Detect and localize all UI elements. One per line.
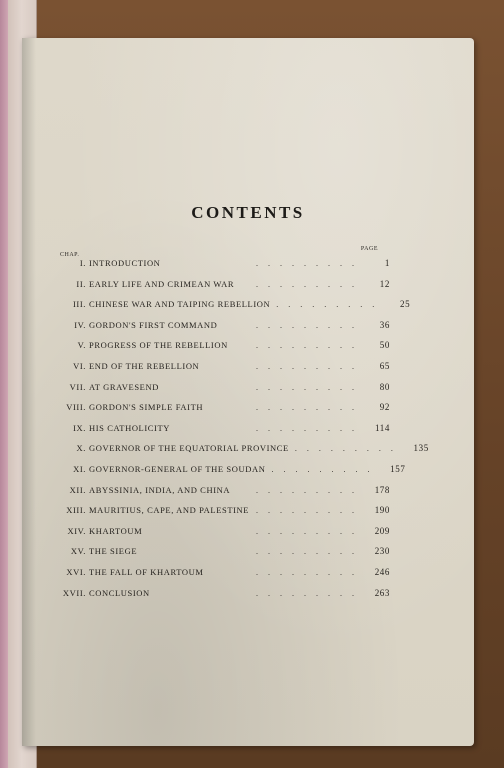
dot-leader: ......... (256, 341, 364, 351)
toc-entry (40, 361, 390, 382)
chapter-title: MAURITIUS, CAPE, AND PALESTINE (89, 505, 250, 516)
chapter-number: XVI. (66, 566, 86, 577)
page-column-label: PAGE (360, 246, 378, 252)
toc-entry (40, 320, 390, 341)
chapter-number: V. (77, 340, 86, 351)
chapter-title: AT GRAVESEND (89, 381, 159, 392)
chapter-number: XIII. (66, 505, 86, 516)
toc-entry (40, 443, 429, 464)
dot-leader: ......... (256, 382, 364, 392)
chapter-title: CONCLUSION (89, 587, 150, 598)
chapter-number: X. (76, 443, 86, 454)
dot-leader: ......... (256, 403, 364, 413)
chapter-title: PROGRESS OF THE REBELLION (89, 340, 228, 351)
chapter-number: XI. (73, 463, 86, 474)
toc-entry (40, 258, 390, 279)
toc-entry (40, 526, 390, 547)
dot-leader: ......... (256, 506, 364, 516)
chapter-number: IV. (74, 319, 86, 330)
chapter-title: GOVERNOR-GENERAL OF THE SOUDAN (89, 463, 266, 474)
page-number: 65 (379, 360, 390, 371)
dot-leader: ......... (276, 300, 385, 310)
dot-leader: ......... (256, 320, 364, 330)
book-cover-edge (0, 0, 8, 768)
chapter-number: XIV. (67, 525, 86, 536)
chapter-number: VI. (73, 360, 86, 371)
chapter-number: II. (76, 278, 86, 289)
page-number: 246 (374, 566, 390, 577)
chapter-number: IX. (73, 422, 86, 433)
dot-leader: ......... (256, 485, 364, 495)
chapter-title: EARLY LIFE AND CRIMEAN WAR (89, 278, 235, 289)
dot-leader: ......... (256, 259, 364, 268)
dot-leader: ......... (256, 279, 364, 289)
chapter-number: VII. (69, 381, 86, 392)
page-number: 36 (379, 319, 390, 330)
chapter-number: I. (79, 258, 86, 268)
toc-entry (40, 485, 390, 506)
chapter-title: GORDON'S FIRST COMMAND (89, 319, 218, 330)
page-number: 25 (400, 299, 411, 310)
chapter-number: XVII. (62, 587, 86, 598)
chapter-title: HIS CATHOLICITY (89, 422, 171, 433)
page-number: 178 (374, 484, 390, 495)
contents-heading: CONTENTS (191, 203, 305, 222)
dot-leader: ......... (256, 361, 364, 371)
table-of-contents (40, 258, 429, 608)
page-number: 1 (384, 258, 390, 268)
page-number: 50 (379, 340, 390, 351)
dot-leader: ......... (256, 588, 364, 598)
dot-leader: ......... (256, 526, 364, 536)
chapter-title: GORDON'S SIMPLE FAITH (89, 402, 204, 413)
page-number: 209 (374, 525, 390, 536)
chapter-title: CHINESE WAR AND TAIPING REBELLION (89, 299, 271, 310)
toc-entry (40, 463, 406, 485)
page-number: 12 (379, 278, 390, 289)
chapter-title: THE FALL OF KHARTOUM (89, 566, 204, 577)
chapter-title: GOVERNOR OF THE EQUATORIAL PROVINCE (89, 443, 289, 454)
toc-entry (40, 505, 390, 526)
page-number: 190 (374, 505, 390, 516)
chapter-number: XII. (69, 484, 86, 495)
page-number: 92 (379, 402, 390, 413)
chapter-number: XV. (70, 546, 86, 557)
page-number: 114 (375, 422, 390, 433)
page-number: 230 (374, 546, 390, 557)
dot-leader: ......... (294, 444, 403, 454)
toc-entry (40, 299, 411, 320)
toc-entry (40, 340, 390, 361)
toc-entry (40, 382, 390, 403)
toc-entry (40, 279, 390, 300)
toc-entry (40, 402, 390, 423)
chapter-title: END OF THE REBELLION (89, 360, 200, 371)
chapter-title: THE SIEGE (89, 546, 138, 557)
chapter-number: VIII. (66, 402, 86, 413)
chapter-number: III. (72, 299, 86, 310)
page-gutter-shadow (22, 38, 36, 746)
toc-entry (40, 546, 390, 567)
toc-entry (40, 588, 390, 609)
chapter-title: INTRODUCTION (89, 258, 161, 268)
page-number: 263 (374, 587, 390, 598)
page-number: 157 (390, 463, 406, 474)
page-number: 135 (413, 443, 429, 454)
dot-leader: ......... (256, 547, 364, 557)
chapter-title: ABYSSINIA, INDIA, AND CHINA (89, 484, 231, 495)
chapter-column-label: CHAP. (60, 252, 80, 258)
toc-entry (40, 567, 390, 588)
dot-leader: ......... (256, 423, 364, 433)
page-number: 80 (379, 381, 390, 392)
dot-leader: ......... (256, 567, 364, 577)
dot-leader: ......... (271, 464, 380, 474)
toc-entry (40, 423, 390, 444)
chapter-title: KHARTOUM (89, 525, 143, 536)
